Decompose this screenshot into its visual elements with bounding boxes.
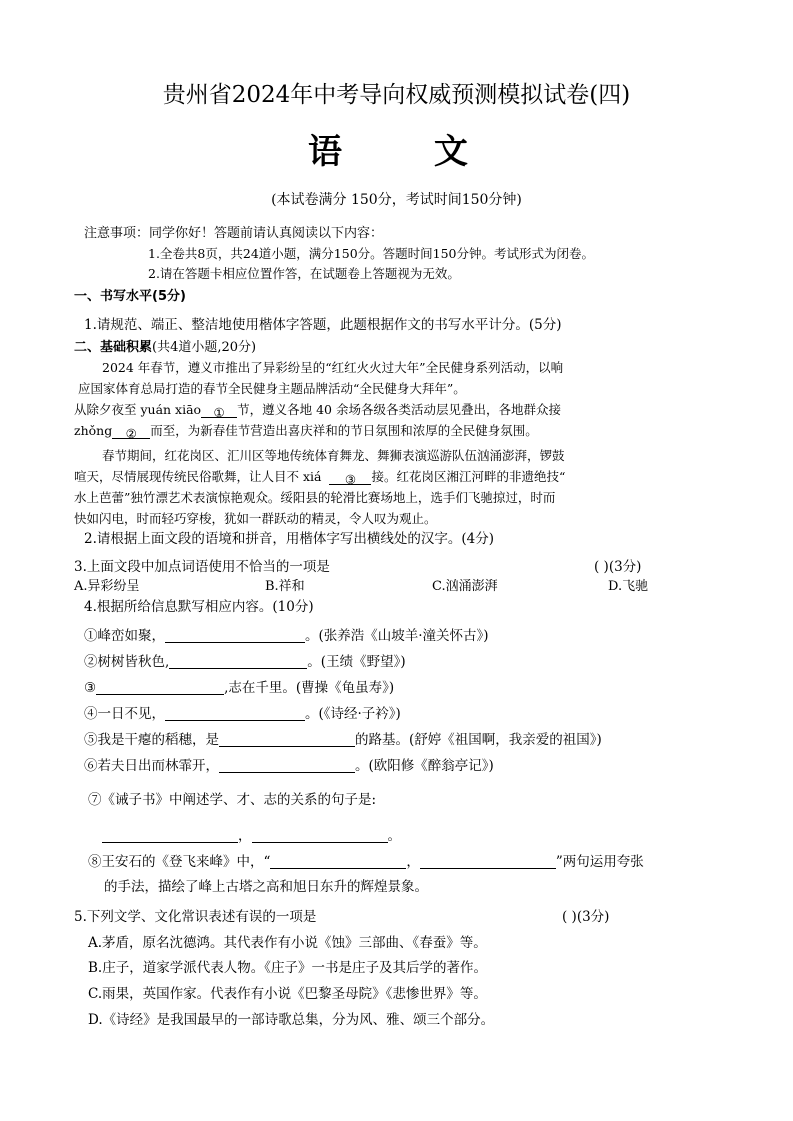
- q4-blank-1[interactable]: [165, 628, 305, 643]
- question-5-stem: 5.下列文学、文化常识表述有误的一项是: [74, 909, 317, 925]
- subject-title: 语 文: [308, 132, 508, 172]
- exam-title: 贵州省2024年中考导向权威预测模拟试卷(四): [162, 82, 631, 108]
- passage-line-7: 水上芭蕾”独竹漂艺术表演惊艳观众。绥阳县的轮滑比赛场地上，选手们飞驰掠过，时而: [74, 490, 556, 505]
- q4-item-3-post: ,志在千里。(曹操《龟虽寿》): [224, 680, 395, 696]
- blank-2: [112, 424, 150, 439]
- notice-lead: 注意事项：同学你好！答题前请认真阅读以下内容：: [84, 226, 384, 241]
- q4-item-2-post: 。(王绩《野望》): [307, 654, 406, 670]
- notice-item-1: 1.全卷共8页，共24道小题，满分150分。答题时间150分钟。考试形式为闭卷。: [148, 246, 595, 261]
- q3-option-d: D.飞驰: [608, 579, 649, 594]
- q4-item-5-post: 的路基。(舒婷《祖国啊，我亲爱的祖国》): [355, 732, 602, 748]
- question-5-score: ( )(3分): [562, 909, 610, 925]
- q3-option-b: B.祥和: [265, 579, 305, 594]
- q4-item-3-pre: ③: [84, 680, 97, 696]
- q4-blank-8b[interactable]: [420, 854, 556, 869]
- q4-blank-3[interactable]: [96, 680, 224, 695]
- q4-item-1: [84, 626, 489, 646]
- q4-item-5: [84, 730, 602, 750]
- passage-pinyin-zhong: zhǒng: [74, 423, 113, 438]
- question-2: 2.请根据上面文段的语境和拼音，用楷体字写出横线处的汉字。(4分): [84, 531, 495, 547]
- q4-item-8-post: ”两句运用夸张: [555, 854, 644, 870]
- q4-blank-6[interactable]: [219, 758, 355, 773]
- section-2-heading-tail: (共4道小题,20分): [152, 340, 257, 355]
- passage-line-5: 春节期间，红花岗区、汇川区等地传统体育舞龙、舞狮表演巡游队伍汹涌澎湃，锣鼓: [102, 448, 565, 463]
- passage-line-1: 2024 年春节，遵义市推出了异彩纷呈的“红红火火过大年”全民健身系列活动，以响: [102, 360, 564, 375]
- passage-line-3: [74, 400, 561, 420]
- marker-2: ②: [125, 426, 137, 441]
- q4-item-8: [88, 852, 644, 872]
- marker-1: ①: [213, 405, 225, 420]
- q4-blank-2[interactable]: [169, 654, 307, 669]
- q3-option-a: A.异彩纷呈: [74, 579, 140, 594]
- section-2-heading-row: [74, 338, 256, 358]
- question-3-score: ( )(3分): [594, 559, 642, 575]
- q4-item-4-post: 。(《诗经·子衿》): [305, 706, 401, 722]
- section-1-heading: 一、书写水平(5分): [74, 289, 186, 304]
- q5-option-d: D.《诗经》是我国最早的一部诗歌总集，分为风、雅、颂三个部分。: [88, 1012, 495, 1028]
- q4-item-7-blanks: [102, 826, 401, 846]
- q4-item-2: [84, 652, 406, 672]
- q4-item-1-pre: ①峰峦如聚，: [84, 628, 165, 644]
- q3-option-c: C.汹涌澎湃: [432, 579, 498, 594]
- q4-blank-4[interactable]: [165, 706, 305, 721]
- q4-item-8-pre: ⑧王安石的《登飞来峰》中，“: [88, 854, 271, 870]
- passage-line-3-tail: 节，遵义各地 40 余场各级各类活动层见叠出，各地群众接: [237, 402, 561, 417]
- q4-item-6: [84, 756, 494, 776]
- question-4-stem: 4.根据所给信息默写相应内容。(10分): [84, 599, 314, 615]
- passage-line-4-tail: 而至，为新春佳节营造出喜庆祥和的节日氛围和浓厚的全民健身氛围。: [150, 423, 538, 438]
- passage-pinyin-yuanxiao: 从除夕夜至 yuán xiāo: [74, 402, 202, 417]
- passage-line-6-tail: 接。红花岗区湘江河畔的非遗绝技“: [371, 469, 566, 484]
- question-1: 1.请规范、端正、整洁地使用楷体字答题，此题根据作文的书写水平计分。(5分): [84, 317, 562, 333]
- passage-line-8: 快如闪电，时而轻巧穿梭，犹如一群跃动的精灵，令人叹为观止。: [74, 511, 437, 526]
- q4-item-5-pre: ⑤我是干瘪的稻穗，是: [84, 732, 219, 748]
- q4-blank-8a[interactable]: [270, 854, 406, 869]
- passage-line-2: 应国家体育总局打造的春节全民健身主题品牌活动“全民健身大拜年”。: [78, 381, 466, 396]
- passage-line-4: [74, 421, 538, 441]
- q4-item-2-pre: ②树树皆秋色,: [84, 654, 170, 670]
- q4-item-1-post: 。(张养浩《山坡羊·潼关怀古》): [305, 628, 489, 644]
- blank-1: [201, 403, 237, 418]
- q4-item-6-pre: ⑥若夫日出而林霏开，: [84, 758, 219, 774]
- q4-item-8-cont: 的手法，描绘了峰上古塔之高和旭日东升的辉煌景象。: [104, 879, 428, 895]
- q4-item-7: ⑦《诫子书》中阐述学、才、志的关系的句子是:: [88, 792, 377, 808]
- q4-item-8-sep: ，: [406, 854, 420, 870]
- question-3-stem: 3.上面文段中加点词语使用不恰当的一项是: [74, 559, 330, 575]
- q4-blank-7a[interactable]: [102, 828, 238, 843]
- q4-item-6-post: 。(欧阳修《醉翁亭记》): [355, 758, 494, 774]
- q4-blank-7b[interactable]: [252, 828, 388, 843]
- passage-pinyin-xia: 喧天，尽情展现传统民俗歌舞，让人目不 xiá: [74, 469, 322, 484]
- q4-item-7-end: 。: [387, 828, 401, 844]
- q4-item-4: [84, 704, 401, 724]
- q4-blank-5[interactable]: [219, 732, 355, 747]
- blank-3: [329, 470, 371, 485]
- q5-option-b: B.庄子，道家学派代表人物。《庄子》一书是庄子及其后学的著作。: [88, 960, 487, 976]
- q4-item-3: [84, 678, 394, 698]
- q5-option-a: A.茅盾，原名沈德鸿。其代表作有小说《蚀》三部曲、《春蚕》等。: [88, 935, 487, 951]
- passage-line-6: [74, 467, 565, 487]
- notice-item-2: 2.请在答题卡相应位置作答，在试题卷上答题视为无效。: [148, 266, 460, 281]
- exam-info: (本试卷满分 150分，考试时间150分钟): [271, 192, 522, 208]
- q4-item-4-pre: ④一日不见，: [84, 706, 165, 722]
- q4-item-7-sep: ，: [238, 828, 252, 844]
- section-2-heading: 二、基础积累: [74, 340, 153, 355]
- marker-3: ③: [344, 472, 357, 487]
- q5-option-c: C.雨果，英国作家。代表作有小说《巴黎圣母院》《悲惨世界》等。: [88, 986, 487, 1002]
